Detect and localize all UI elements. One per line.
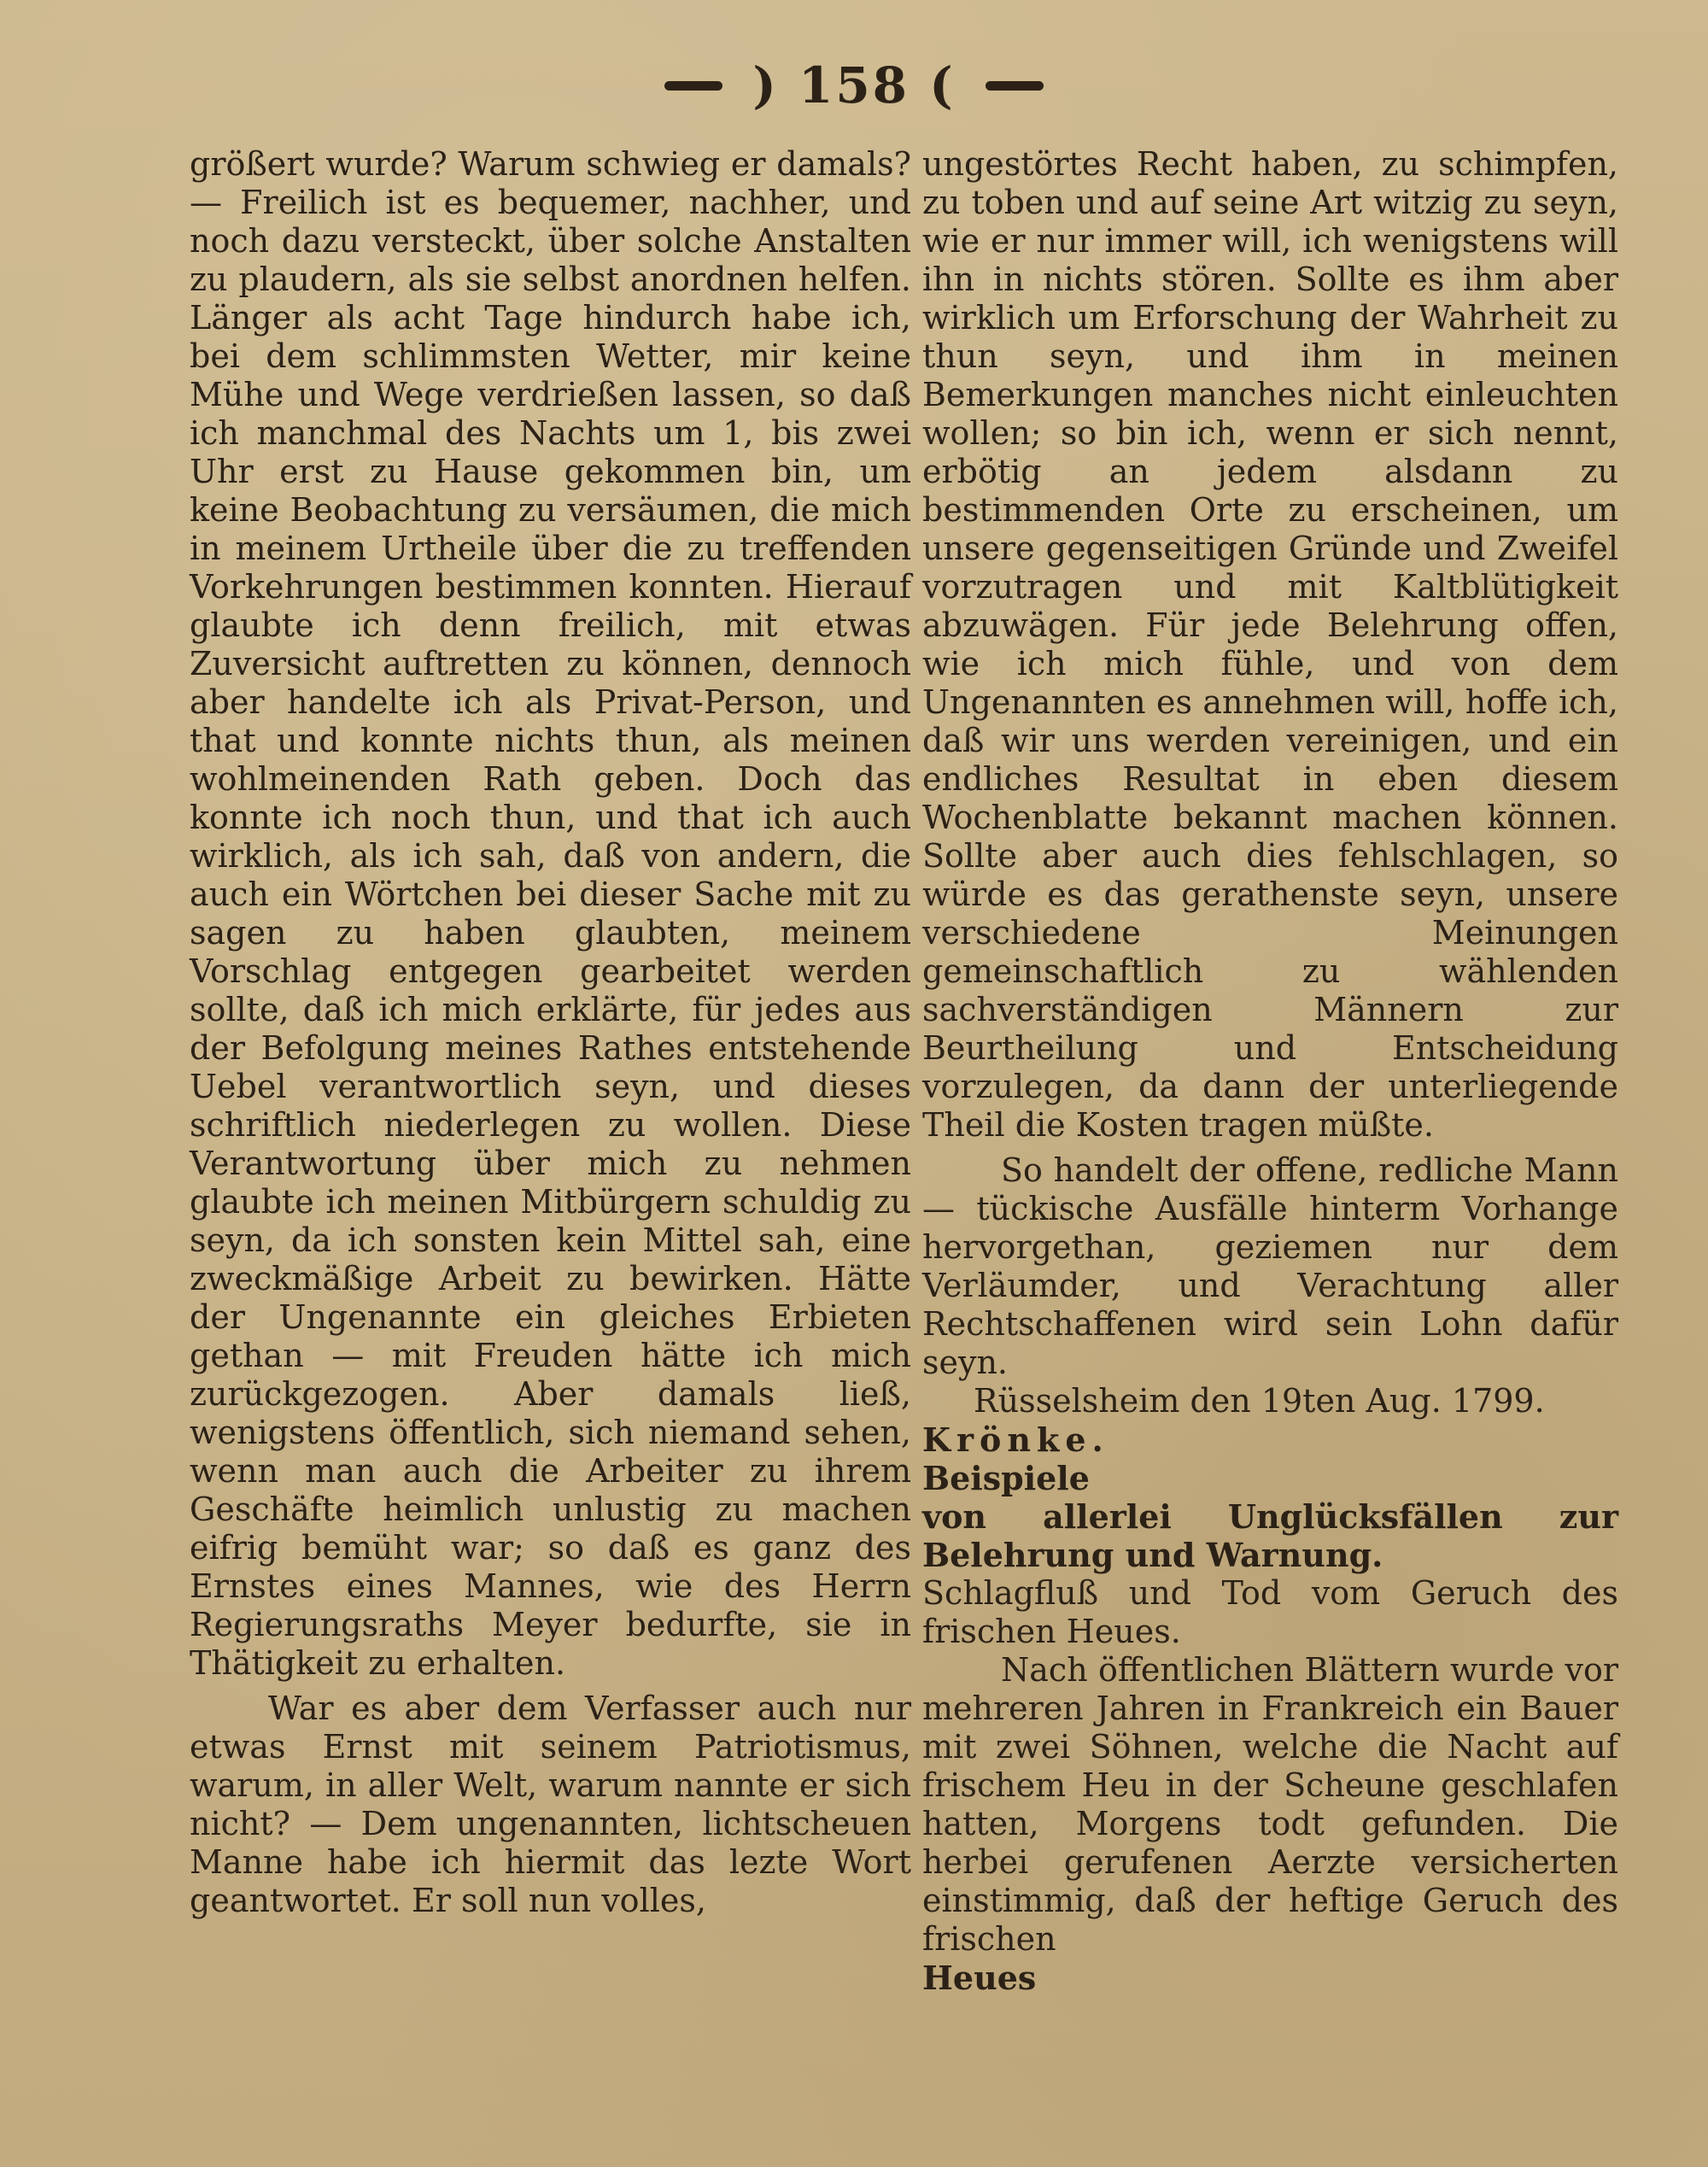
section-heading-subtitle: von allerlei Unglücksfällen zur Belehrung und Warnung.	[922, 1497, 1618, 1574]
right-column	[922, 145, 1618, 1997]
left-paragraph-2: War es aber dem Verfasser auch nur etwas Ernst mit seinem Patriotismus, warum, in aller Welt, warum nannte er sich nicht? — Dem ungenannten, lichtscheuen Manne habe ich hiermit das lezte Wort geantwortet. Er soll nun volles,	[190, 1690, 911, 1919]
right-paragraph-2: So handelt der offene, redliche Mann — tückische Ausfälle hinterm Vorhange hervorgethan, geziemen nur dem Verläumder, und Verachtung aller Rechtschaffenen wird sein Lohn dafür seyn.	[922, 1151, 1618, 1381]
catchword: Heues	[922, 1959, 1037, 1997]
section-heading-title: Beispiele	[922, 1459, 1090, 1497]
author-signature: Krönke.	[922, 1420, 1109, 1459]
header-dash-right	[986, 81, 1044, 91]
right-paragraph-1: ungestörtes Recht haben, zu schimpfen, zu toben und auf seine Art witzig zu seyn, wie er nur immer will, ich wenigstens will ihn in nichts stören. Sollte es ihm aber wirklich um Erforschung der Wahrheit zu thun seyn, und ihm in meinen Bemerkungen manches nicht einleuchten wollen; so bin ich, wenn er sich nennt, erbötig an jedem alsdann zu bestimmenden Orte zu erscheinen, um unsere gegenseitigen Gründe und Zweifel vorzutragen und mit Kaltblütigkeit abzuwägen. Für jede Belehrung offen, wie ich mich fühle, und von dem Ungenannten es annehmen will, hoffe ich, daß wir uns werden vereinigen, und ein endliches Resultat in eben diesem Wochenblatte bekannt machen können. Sollte aber auch dies fehlschlagen, so würde es das gerathenste seyn, unsere verschiedene Meinungen gemeinschaftlich zu wählenden sachverständigen Männern zur Beurtheilung und Entscheidung vorzulegen, da dann der unterliegende Theil die Kosten tragen müßte.	[922, 145, 1618, 1144]
header-dash-left	[664, 81, 722, 91]
left-column	[190, 145, 911, 1920]
left-paragraph-1: größert wurde? Warum schwieg er damals? — Freilich ist es bequemer, nachher, und noch dazu versteckt, über solche Anstalten zu plaudern, als sie selbst anordnen helfen. Länger als acht Tage hindurch habe ich, bei dem schlimmsten Wetter, mir keine Mühe und Wege verdrießen lassen, so daß ich manchmal des Nachts um 1, bis zwei Uhr erst zu Hause gekommen bin, um keine Beobachtung zu versäumen, die mich in meinem Urtheile über die zu treffenden Vorkehrungen bestimmen konnten. Hierauf glaubte ich denn freilich, mit etwas Zuversicht auftretten zu können, dennoch aber handelte ich als Privat-Person, und that und konnte nichts thun, als meinen wohlmeinenden Rath geben. Doch das konnte ich noch thun, und that ich auch wirklich, als ich sah, daß von andern, die auch ein Wörtchen bei dieser Sache mit zu sagen zu haben glaubten, meinem Vorschlag entgegen gearbeitet werden sollte, daß ich mich erklärte, für jedes aus der Befolgung meines Rathes entstehende Uebel verantwortlich seyn, und dieses schriftlich niederlegen zu wollen. Diese Verantwortung über mich zu nehmen glaubte ich meinen Mitbürgern schuldig zu seyn, da ich sonsten kein Mittel sah, eine zweckmäßige Arbeit zu bewirken. Hätte der Ungenannte ein gleiches Erbieten gethan — mit Freuden hätte ich mich zurückgezogen. Aber damals ließ, wenigstens öffentlich, sich niemand sehen, wenn man auch die Arbeiter zu ihrem Geschäfte heimlich unlustig zu machen eifrig bemüht war; so daß es ganz des Ernstes eines Mannes, wie des Herrn Regierungsraths Meyer bedurfte, sie in Thätigkeit zu erhalten.	[190, 145, 911, 1682]
page-header	[0, 56, 1708, 125]
page-number: ) 158 (	[752, 56, 956, 114]
article-subheading: Schlagfluß und Tod vom Geruch des frischen Heues.	[922, 1574, 1618, 1650]
dateline: Rüsselsheim den 19ten Aug. 1799.	[974, 1382, 1545, 1420]
right-paragraph-3: Nach öffentlichen Blättern wurde vor mehreren Jahren in Frankreich ein Bauer mit zwei Söhnen, welche die Nacht auf frischem Heu in der Scheune geschlafen hatten, Morgens todt gefunden. Die herbei gerufenen Aerzte versicherten einstimmig, daß der heftige Geruch des frischen	[922, 1651, 1618, 1958]
